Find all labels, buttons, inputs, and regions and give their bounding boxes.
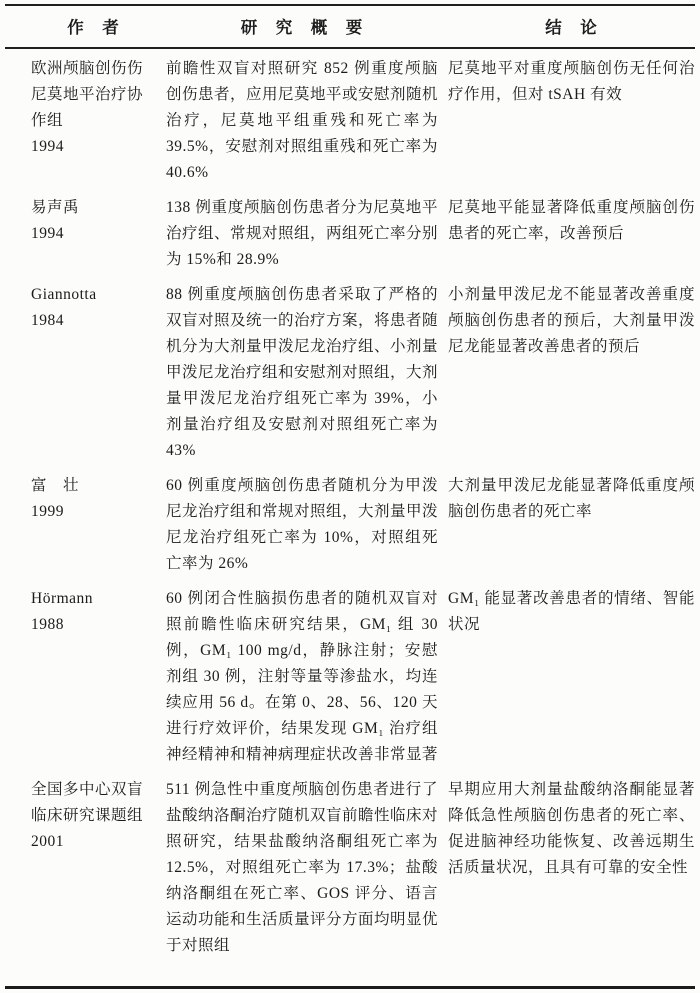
table-header-row: [5, 4, 695, 49]
table-row: [5, 282, 695, 464]
column-header-study-summary: 研 究 概 要: [240, 18, 364, 37]
author-cell: [31, 473, 156, 525]
study-summary-cell: 511 例急性中重度颅脑创伤患者进行了盐酸纳洛酮治疗随机双盲前瞻性临床对照研究，结果盐酸纳洛酮组死亡率为 12.5%，对照组死亡率为 17.3%；盐酸纳洛酮组在死亡率、GOS 评分、语言运动功能和生活质量评分方面均明显优于对照组: [166, 781, 439, 954]
author-cell: [31, 195, 156, 247]
author-name: 富 壮: [31, 477, 80, 494]
table-row: [5, 56, 695, 186]
author-year: 1999: [31, 503, 64, 520]
study-summary-cell: 60 例闭合性脑损伤患者的随机双盲对照前瞻性临床研究结果，GM₁ 组 30 例，GM₁ 100 mg/d，静脉注射；安慰剂组 30 例，注射等量等渗盐水，均连续应用 56 d。在第 0、28、56、120 天进行疗效评价，结果发现 GM₁ 治疗组神经精神和精神病理症状改善非常显著: [166, 590, 439, 763]
author-name: Giannotta: [31, 286, 97, 303]
column-header-conclusion: 结 论: [545, 18, 598, 37]
author-name: 易声禹: [31, 199, 80, 216]
table-bottom-rule: [5, 986, 695, 989]
author-name: 欧洲颅脑创伤伤尼莫地平治疗协作组: [31, 60, 144, 129]
conclusion-cell: 早期应用大剂量盐酸纳洛酮能显著降低急性颅脑创伤患者的死亡率、促进脑神经功能恢复、改善远期生活质量状况，且具有可靠的安全性: [448, 781, 695, 876]
conclusion-cell: 尼莫地平对重度颅脑创伤无任何治疗作用，但对 tSAH 有效: [448, 60, 695, 103]
study-summary-cell: 前瞻性双盲对照研究 852 例重度颅脑创伤患者，应用尼莫地平或安慰剂随机治疗，尼莫地平组重残和死亡率为 39.5%，安慰剂对照组重残和死亡率为 40.6%: [166, 60, 439, 181]
column-header-author: 作 者: [67, 18, 120, 37]
table-row: [5, 586, 695, 768]
author-name: Hörmann: [31, 590, 94, 607]
study-summary-cell: 60 例重度颅脑创伤患者随机分为甲泼尼龙治疗组和常规对照组，大剂量甲泼尼龙治疗组死亡率为 10%，对照组死亡率为 26%: [166, 477, 439, 572]
author-cell: [31, 586, 156, 638]
author-year: 1988: [31, 616, 64, 633]
conclusion-cell: 尼莫地平能显著降低重度颅脑创伤患者的死亡率，改善预后: [448, 199, 695, 242]
study-summary-cell: 138 例重度颅脑创伤患者分为尼莫地平治疗组、常规对照组，两组死亡率分别为 15%和 28.9%: [166, 199, 439, 268]
author-year: 2001: [31, 833, 64, 850]
table-body: [5, 49, 695, 986]
author-name: 全国多中心双盲临床研究课题组: [31, 781, 144, 824]
author-year: 1984: [31, 312, 64, 329]
author-cell: [31, 777, 156, 855]
study-summary-cell: 88 例重度颅脑创伤患者采取了严格的双盲对照及统一的治疗方案，将患者随机分为大剂量甲泼尼龙治疗组、小剂量甲泼尼龙治疗组和安慰剂对照组，大剂量甲泼尼龙治疗组死亡率为 39%，小剂量治疗组及安慰剂对照组死亡率为 43%: [166, 286, 439, 459]
author-cell: [31, 282, 156, 334]
conclusion-cell: GM₁ 能显著改善患者的情绪、智能状况: [448, 590, 695, 633]
author-year: 1994: [31, 225, 64, 242]
table-row: [5, 195, 695, 273]
author-year: 1994: [31, 138, 64, 155]
table-row: [5, 473, 695, 577]
conclusion-cell: 小剂量甲泼尼龙不能显著改善重度 颅脑创伤患者的预后，大剂量甲泼尼龙能显著改善患者的预后: [448, 286, 695, 355]
author-cell: [31, 56, 156, 160]
conclusion-cell: 大剂量甲泼尼龙能显著降低重度颅脑创伤患者的死亡率: [448, 477, 695, 520]
table-row: [5, 777, 695, 959]
